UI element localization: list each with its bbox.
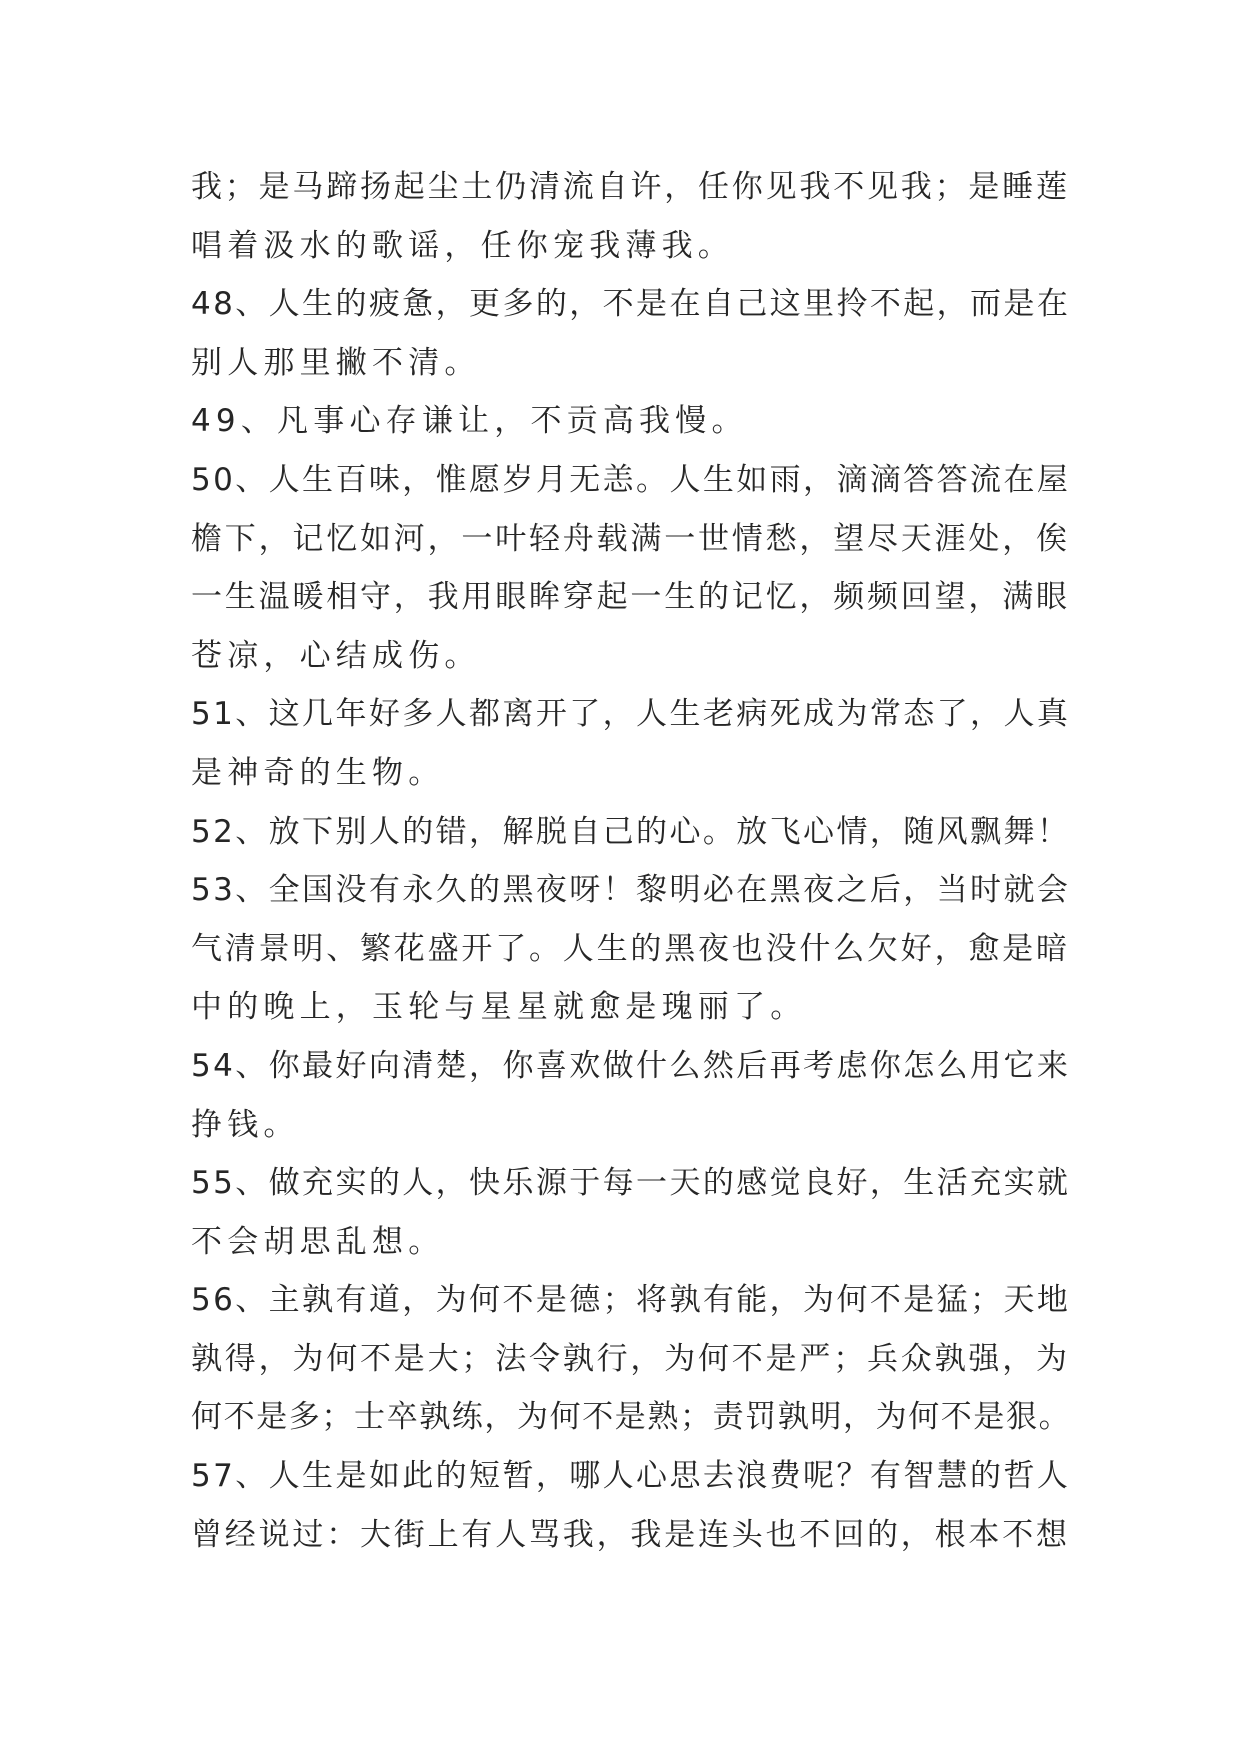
text-line: 别人那里撇不清。 (191, 344, 481, 381)
text-line: 56、主孰有道，为何不是德；将孰有能，为何不是猛；天地 (191, 1282, 1071, 1319)
text-line: 檐下，记忆如河，一叶轻舟载满一世情愁，望尽天涯处，俟 (191, 520, 1070, 557)
text-line: 中的晚上，玉轮与星星就愈是瑰丽了。 (191, 989, 807, 1026)
text-line: 53、全国没有永久的黑夜呀！黎明必在黑夜之后，当时就会 (191, 872, 1071, 909)
text-line: 一生温暖相守，我用眼眸穿起一生的记忆，频频回望，满眼 (191, 579, 1070, 616)
text-line: 55、做充实的人，快乐源于每一天的感觉良好，生活充实就 (191, 1165, 1071, 1202)
text-line: 不会胡思乱想。 (191, 1223, 445, 1260)
body-text (191, 158, 1071, 1564)
text-line: 是神奇的生物。 (191, 754, 445, 791)
text-line: 孰得，为何不是大；法令孰行，为何不是严；兵众孰强，为 (191, 1340, 1070, 1377)
text-line: 气清景明、繁花盛开了。人生的黑夜也没什么欠好，愈是暗 (191, 930, 1070, 967)
text-line: 48、人生的疲惫，更多的，不是在自己这里拎不起，而是在 (191, 286, 1071, 323)
text-line: 唱着汲水的歌谣，任你宠我薄我。 (191, 227, 734, 264)
text-line: 52、放下别人的错，解脱自己的心。放飞心情，随风飘舞！ (191, 813, 1071, 850)
text-line: 49、凡事心存谦让，不贡高我慢。 (191, 403, 748, 440)
text-line: 50、人生百味，惟愿岁月无恙。人生如雨，滴滴答答流在屋 (191, 461, 1071, 498)
text-line: 54、你最好向清楚，你喜欢做什么然后再考虑你怎么用它来 (191, 1047, 1071, 1084)
text-line: 我；是马蹄扬起尘土仍清流自许，任你见我不见我；是睡莲 (191, 169, 1070, 205)
text-line: 曾经说过：大街上有人骂我，我是连头也不回的，根本不想 (191, 1516, 1070, 1553)
text-line: 57、人生是如此的短暂，哪人心思去浪费呢？有智慧的哲人 (191, 1458, 1071, 1495)
text-line: 51、这几年好多人都离开了，人生老病死成为常态了，人真 (191, 696, 1071, 733)
text-line: 苍凉，心结成伤。 (191, 637, 481, 674)
text-line: 挣钱。 (191, 1106, 300, 1143)
text-line: 何不是多；士卒孰练，为何不是熟；责罚孰明，为何不是狠。 (191, 1399, 1072, 1436)
